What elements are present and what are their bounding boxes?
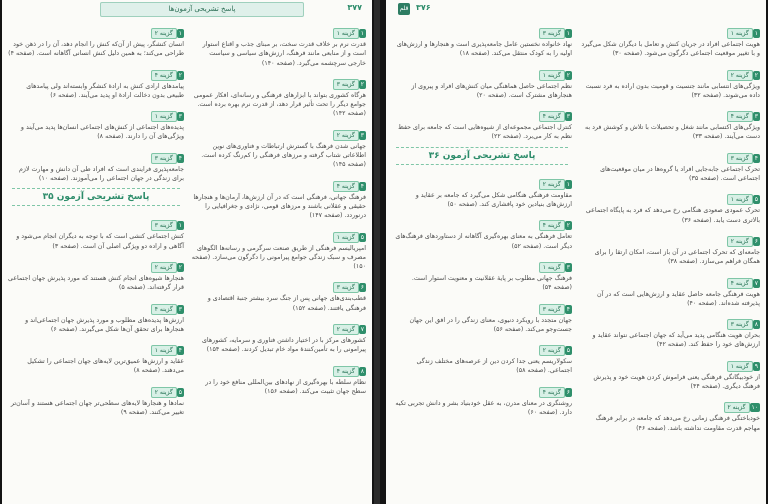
answer-text: از خودبیگانگی فرهنگی یعنی فراموش کردن هویت خود و پذیرش فرهنگ دیگری. (صفحه ۴۴)	[593, 373, 760, 391]
answer-text: تحرک عمودی صعودی هنگامی رخ می‌دهد که فرد به پایگاه اجتماعی بالاتری دست یابد. (صفحه ۳۶)	[585, 207, 760, 224]
answer-tag: گزینه ۳	[151, 153, 177, 164]
answer-tag: گزینه ۱	[151, 345, 177, 356]
answer-tag: گزینه ۲	[539, 345, 565, 356]
answer-block	[580, 394, 760, 433]
answer-tag: گزینه ۴	[727, 278, 753, 289]
question-number: ۴	[360, 182, 364, 190]
answer-text: روشنگری در معنای مدرن، به عقل خودبنیاد بشر و دانش تجربی تکیه دارد. (صفحه ۶۰)	[395, 399, 572, 417]
answer-tag: گزینه ۱	[333, 232, 359, 243]
question-number: ۵	[360, 233, 364, 241]
answer-tag: گزینه ۴	[539, 387, 565, 398]
answer-tag: گزینه ۴	[333, 366, 359, 377]
answer-tag: گزینه ۴	[539, 111, 565, 122]
left-page-header	[10, 2, 364, 16]
question-number: ۳	[360, 131, 364, 139]
answer-text: هرگاه کشوری بتواند با ابزارهای فرهنگی و رسانه‌ای، افکار عمومی جوامع دیگر را تحت تأثیر قرار دهد، از قدرت نرم بهره برده است. (صفحه ۱۴۲)	[193, 91, 366, 118]
answer-block	[8, 212, 184, 251]
answer-block	[580, 186, 760, 225]
answer-block	[190, 20, 366, 68]
answer-block	[580, 353, 760, 392]
right-page-number: ۳۷۶	[416, 3, 431, 12]
answer-text: نهاد خانواده نخستین عامل جامعه‌پذیری است و هنجارها و ارزش‌های اولیه را به کودک منتقل می‌کند. (صفحه ۱۸)	[396, 41, 572, 58]
right-page	[386, 0, 766, 504]
answer-tag: گزینه ۴	[539, 220, 565, 231]
right-page-header	[394, 2, 758, 16]
answer-block	[580, 311, 760, 350]
question-number: ۴	[178, 347, 182, 355]
answer-tag: گزینه ۱	[727, 194, 753, 205]
answer-tag: گزینه ۳	[727, 153, 753, 164]
answer-block	[8, 379, 184, 418]
answer-block	[8, 103, 184, 142]
question-number: ۴	[566, 305, 570, 313]
answer-text: خودباختگی فرهنگی زمانی رخ می‌دهد که جامعه در برابر فرهنگ مهاجم قدرت مقاومت نداشته باشد. (صفحه ۴۶)	[595, 415, 760, 432]
answer-tag: گزینه ۳	[333, 79, 359, 90]
answer-text: هنجارها شیوه‌های انجام کنش هستند که مورد پذیرش جهان اجتماعی قرار گرفته‌اند. (صفحه ۵)	[7, 274, 184, 292]
answer-text: امپریالیسم فرهنگی از طریق صنعت سرگرمی و رسانه‌ها الگوهای مصرف و سبک زندگی جوامع پیرامونی را دگرگون می‌سازد. (صفحه ۱۵۰)	[191, 244, 366, 271]
answer-tag: گزینه ۳	[539, 28, 565, 39]
answer-tag: گزینه ۱	[333, 28, 359, 39]
answer-tag: گزینه ۲	[333, 130, 359, 141]
answer-block	[580, 103, 760, 142]
answer-block	[580, 20, 760, 59]
answer-text: انسان کنشگر، پیش از آن‌که کنش را انجام دهد، آن را در ذهن خود طراحی می‌کند؛ به همین دلیل کنش انسانی آگاهانه است. (صفحه ۴)	[8, 41, 184, 58]
answer-tag: گزینه ۲	[151, 28, 177, 39]
answer-text: نمادها و هنجارها لایه‌های سطحی‌تر جهان اجتماعی هستند و آسان‌تر تغییر می‌کنند. (صفحه ۹)	[10, 399, 184, 417]
question-number: ۵	[566, 347, 570, 355]
answer-text: جهانی شدن فرهنگ با گسترش ارتباطات و فناوری‌های نوین اطلاعاتی شتاب گرفته و مرزهای فرهنگی را کم‌رنگ کرده است. (صفحه ۱۴۵)	[201, 142, 366, 169]
answer-block	[8, 337, 184, 376]
answer-block	[392, 171, 572, 210]
question-number: ۲	[754, 71, 758, 79]
answer-tag: گزینه ۴	[151, 70, 177, 81]
answer-block	[580, 145, 760, 184]
answer-text: ویژگی‌های اکتسابی مانند شغل و تحصیلات با تلاش و کوشش فرد به دست می‌آیند. (صفحه ۳۳)	[585, 124, 760, 141]
answer-tag: گزینه ۲	[333, 324, 359, 335]
question-number: ۸	[754, 321, 758, 329]
section-heading: پاسخ تشریحی آزمون ۳۶	[396, 147, 568, 165]
answer-text: عقاید و ارزش‌ها عمیق‌ترین لایه‌های جهان اجتماعی را تشکیل می‌دهند. (صفحه ۸)	[27, 358, 184, 375]
answer-tag: گزینه ۳	[727, 319, 753, 330]
question-number: ۲	[178, 71, 182, 79]
left-page-right-column	[190, 20, 366, 500]
left-page-left-column	[8, 20, 184, 500]
answer-text: نظام سلطه با بهره‌گیری از نهادهای بین‌المللی منافع خود را در سطح جهان تثبیت می‌کند. (صفحه ۱۵۶)	[205, 378, 366, 395]
answer-text: قطب‌بندی‌های جهانی پس از جنگ سرد بیشتر جنبهٔ اقتصادی و فرهنگی یافتند. (صفحه ۱۵۲)	[207, 295, 366, 312]
question-number: ۴	[754, 154, 758, 162]
answer-block	[392, 212, 572, 251]
question-number: ۱	[178, 222, 182, 230]
question-number: ۱	[754, 30, 758, 37]
answer-tag: گزینه ۳	[539, 304, 565, 315]
answer-block	[8, 62, 184, 101]
answer-block	[580, 270, 760, 309]
question-number: ۴	[178, 154, 182, 162]
question-number: ۱	[360, 30, 364, 37]
question-number: ۹	[754, 362, 758, 370]
question-number: ۳	[566, 113, 570, 121]
answer-text: نظم اجتماعی حاصل هماهنگی میان کنش‌های افراد و پیروی از هنجارهای مشترک است. (صفحه ۲۰)	[411, 82, 572, 99]
question-number: ۳	[178, 113, 182, 121]
answer-text: سکولاریسم یعنی جدا کردن دین از عرصه‌های مختلف زندگی اجتماعی. (صفحه ۵۸)	[416, 358, 572, 375]
answer-tag: گزینه ۱	[727, 361, 753, 372]
answer-text: تعامل فرهنگی به معنای بهره‌گیری آگاهانه از دستاوردهای فرهنگ‌های دیگر است. (صفحه ۵۲)	[395, 233, 572, 250]
question-number: ۸	[360, 367, 364, 375]
answer-text: هویت فرهنگی جامعه حاصل عقاید و ارزش‌هایی است که در آن پذیرفته شده‌اند. (صفحه ۴۰)	[597, 290, 760, 307]
question-number: ۱۰	[751, 404, 758, 412]
answer-text: بحران هویت هنگامی پدید می‌آید که جهان اجتماعی نتواند عقاید و ارزش‌های خود را حفظ کند. (صفحه ۴۲)	[592, 332, 760, 349]
question-number: ۷	[360, 326, 364, 334]
question-number: ۳	[178, 305, 182, 313]
question-number: ۲	[178, 263, 182, 271]
answer-block	[392, 254, 572, 293]
answer-tag: گزینه ۲	[727, 236, 753, 247]
question-number: ۶	[754, 237, 758, 245]
answer-block	[8, 145, 184, 184]
answer-block	[392, 20, 572, 59]
answer-text: پدیده‌های اجتماعی از کنش‌های اجتماعی انسان‌ها پدید می‌آیند و ویژگی‌های آن را دارند. (صفحه ۸)	[20, 124, 184, 141]
answer-text: پیامدهای ارادی کنش به ارادهٔ کنشگر وابسته‌اند ولی پیامدهای طبیعی بدون دخالت ارادهٔ او پدید می‌آیند. (صفحه ۶)	[26, 82, 184, 99]
answer-text: کنترل اجتماعی مجموعه‌ای از شیوه‌هایی است که جامعه برای حفظ نظم به کار می‌برد. (صفحه ۲۲)	[397, 124, 572, 141]
question-number: ۵	[178, 388, 182, 396]
answer-block	[580, 228, 760, 267]
answer-tag: گزینه ۱	[539, 262, 565, 273]
answer-tag: گزینه ۲	[539, 179, 565, 190]
answer-block	[190, 274, 366, 313]
answer-block	[190, 173, 366, 221]
question-number: ۲	[566, 222, 570, 230]
answer-tag: گزینه ۲	[151, 387, 177, 398]
answer-block	[580, 62, 760, 101]
answer-text: فرهنگ جهانی، فرهنگی است که در آن ارزش‌ها، آرمان‌ها و هنجارها حقیقی و عقلانی باشند و مرزهای قومی، نژادی و جغرافیایی را درنوردد. (صفحه ۱۴۷)	[193, 193, 366, 220]
answer-tag: گزینه ۳	[333, 282, 359, 293]
answer-tag: گزینه ۳	[151, 220, 177, 231]
answer-block	[190, 358, 366, 397]
answer-tag: گزینه ۱	[727, 28, 753, 39]
answer-tag: گزینه ۴	[151, 304, 177, 315]
answer-text: جهان متجدد با رویکرد دنیوی، معنای زندگی را در افق این جهان جست‌وجو می‌کند. (صفحه ۵۶)	[409, 316, 572, 333]
answer-block	[8, 20, 184, 59]
right-page-left-column	[392, 20, 572, 500]
answer-block	[392, 379, 572, 418]
question-number: ۵	[754, 196, 758, 204]
answer-text: جامعه‌پذیری فرایندی است که افراد طی آن دانش و مهارت لازم برای زندگی در جهان اجتماعی را می‌آموزند. (صفحه ۱۰)	[18, 165, 184, 183]
answer-text: کشورهای مرکز با در اختیار داشتن فناوری و سرمایه، کشورهای پیرامونی را به تأمین‌کنندهٔ مواد خام تبدیل کردند. (صفحه ۱۵۴)	[201, 337, 366, 354]
answer-tag: گزینه ۲	[724, 402, 750, 413]
question-number: ۳	[566, 263, 570, 271]
answer-text: جامعه‌ای که تحرک اجتماعی در آن باز است، امکان ارتقا را برای همگان فراهم می‌سازد. (صفحه ۳۸)	[594, 248, 760, 266]
answer-text: ویژگی‌های انتسابی مانند جنسیت و قومیت بدون اراده به فرد نسبت داده می‌شوند. (صفحه ۳۲)	[585, 82, 760, 99]
answer-tag: گزینه ۴	[727, 111, 753, 122]
answer-text: تحرک اجتماعی جابه‌جایی افراد یا گروه‌ها در میان موقعیت‌های اجتماعی است. (صفحه ۳۵)	[600, 165, 760, 183]
running-head-title: پاسخ تشریحی آزمون‌ها	[168, 5, 236, 13]
answer-tag: گزینه ۱	[539, 70, 565, 81]
answer-block	[8, 254, 184, 293]
left-page	[2, 0, 372, 504]
question-number: ۳	[754, 113, 758, 121]
question-number: ۱	[566, 180, 570, 188]
question-number: ۷	[754, 279, 758, 287]
answer-text: هویت اجتماعی افراد در جریان کنش و تعامل با دیگران شکل می‌گیرد و با تغییر موقعیت اجتماعی دگرگون می‌شود. (صفحه ۳۰)	[581, 41, 760, 58]
answer-tag: گزینه ۱	[151, 111, 177, 122]
section-heading: پاسخ تشریحی آزمون ۳۵	[12, 188, 180, 206]
answer-text: ارزش‌ها پدیده‌های مطلوب و مورد پذیرش جهان اجتماعی‌اند و هنجارها برای تحقق آن‌ها شکل می‌گیرند. (صفحه ۶)	[25, 316, 184, 333]
answer-block	[190, 224, 366, 272]
question-number: ۶	[360, 284, 364, 292]
answer-block	[392, 296, 572, 335]
answer-tag: گزینه ۴	[333, 181, 359, 192]
answer-text: فرهنگ جهانی مطلوب بر پایهٔ عقلانیت و معنویت استوار است. (صفحه ۵۴)	[411, 274, 572, 292]
answer-tag: گزینه ۲	[727, 70, 753, 81]
answer-tag: گزینه ۲	[151, 262, 177, 273]
publisher-logo: قلم	[398, 3, 410, 15]
answer-block	[190, 316, 366, 355]
answer-text: مقاومت فرهنگی هنگامی شکل می‌گیرد که جامعه بر عقاید و ارزش‌های بنیادین خود پافشاری کند. (صفحه ۵۰)	[415, 191, 572, 209]
right-page-right-column	[580, 20, 760, 500]
left-page-number: ۳۷۷	[347, 3, 362, 12]
answer-block	[392, 62, 572, 101]
running-head	[100, 2, 304, 17]
question-number: ۱	[178, 30, 182, 37]
spine-gutter	[374, 0, 380, 504]
answer-text: قدرت نرم بر خلاف قدرت سخت، بر مبنای جذب و اقناع استوار است و از منابعی مانند فرهنگ، ارزش‌های سیاسی و سیاست خارجی سرچشمه می‌گیرد. (صفحه ۱۴۰)	[202, 41, 366, 67]
answer-text: کنش اجتماعی کنشی است که با توجه به دیگران انجام می‌شود و آگاهی و اراده دو ویژگی اصلی آن است. (صفحه ۳)	[16, 233, 184, 250]
answer-block	[392, 337, 572, 376]
answer-block	[8, 296, 184, 335]
question-number: ۲	[566, 71, 570, 79]
question-number: ۱	[566, 30, 570, 37]
answer-block	[392, 103, 572, 142]
answer-block	[190, 71, 366, 119]
answer-block	[190, 122, 366, 170]
question-number: ۲	[360, 80, 364, 88]
question-number: ۶	[566, 388, 570, 396]
